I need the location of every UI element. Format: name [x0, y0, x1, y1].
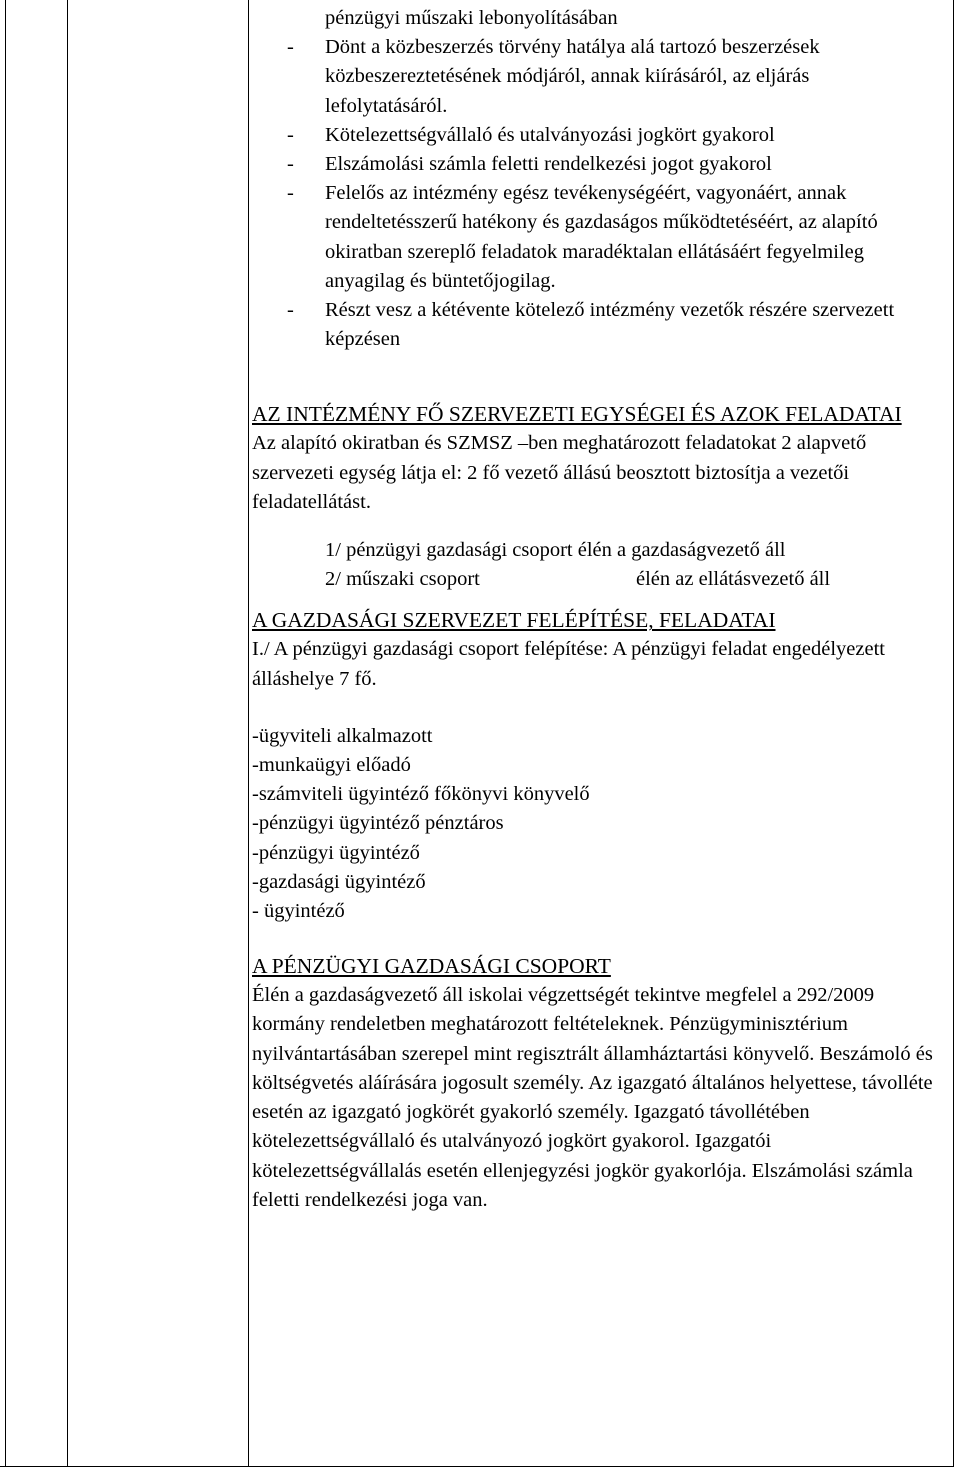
duty-text: Elszámolási számla feletti rendelkezési jogot gyakorol	[325, 153, 772, 176]
continuation-line: pénzügyi műszaki lebonyolításában	[325, 7, 618, 29]
section-heading-units: AZ INTÉZMÉNY FŐ SZERVEZETI EGYSÉGEI ÉS AZOK FELADATAI	[252, 402, 902, 427]
table-column-divider-2	[248, 0, 249, 1467]
list-item	[252, 121, 936, 150]
unit-leader: élén az ellátásvezető áll	[636, 568, 831, 591]
duty-text: Felelős az intézmény egész tevékenységéért, vagyonáért, annak rendeltetésszerű hatékony és gazdaságos működtetéséért, az alapító okiratban szereplő feladatok maradéktalan ellátásáért fegyelmileg anyagilag és büntetőjogilag.	[325, 182, 878, 292]
unit-line: 1/ pénzügyi gazdasági csoport élén a gazdaságvezető áll	[325, 539, 786, 562]
list-item: -gazdasági ügyintéző	[252, 870, 426, 893]
dash-marker: -	[287, 123, 294, 146]
list-item	[252, 179, 936, 296]
table-border-left	[5, 0, 6, 1467]
list-item: - ügyintéző	[252, 900, 345, 923]
dash-marker: -	[287, 153, 294, 176]
list-item: -pénzügyi ügyintéző pénztáros	[252, 812, 504, 835]
units-paragraph: Az alapító okiratban és SZMSZ –ben meghatározott feladatokat 2 alapvető szervezeti egység látja el: 2 fő vezető állású beosztott biztosítja a vezetői feladatellátást.	[252, 432, 867, 513]
dash-marker: -	[287, 299, 294, 322]
list-item: -munkaügyi előadó	[252, 754, 411, 777]
finance-group-paragraph: Élén a gazdaságvezető áll iskolai végzettségét tekintve megfelel a 292/2009 kormány rendeletben meghatározott feltételeknek. Pénzügyminisztérium nyilvántartásában szerepel mint regisztrált államháztartási könyvelő. Beszámoló és költségvetés aláírására jogosult személy. Az igazgató általános helyettese, távolléte esetén az igazgató jogkörét gyakorló személy. Igazgató távollétében kötelezettségvállaló és utalványozó jogkört gyakorol. Igazgatói kötelezettségvállalás esetén ellenjegyzési jogkör gyakorlója. Elszámolási számla feletti rendelkezési joga van.	[252, 984, 933, 1211]
section-heading-structure: A GAZDASÁGI SZERVEZET FELÉPÍTÉSE, FELADATAI	[252, 608, 776, 633]
dash-marker: -	[287, 182, 294, 205]
duty-text: Kötelezettségvállaló és utalványozási jogkört gyakorol	[325, 123, 775, 146]
document-content	[252, 4, 936, 1215]
list-item: -ügyviteli alkalmazott	[252, 724, 433, 747]
units-list	[252, 536, 936, 594]
duty-text: Részt vesz a kétévente kötelező intézmény vezetők részére szervezett képzésen	[325, 299, 895, 351]
table-column-divider-1	[67, 0, 68, 1467]
section-heading-finance-group: A PÉNZÜGYI GAZDASÁGI CSOPORT	[252, 954, 611, 979]
dash-marker: -	[287, 36, 294, 59]
list-item	[325, 565, 936, 594]
duty-text: Dönt a közbeszerzés törvény hatálya alá tartozó beszerzések közbeszereztetésének módjáról, annak kiírásáról, az eljárás lefolytatásáról.	[325, 36, 820, 117]
list-item: -pénzügyi ügyintéző	[252, 841, 420, 864]
structure-paragraph: I./ A pénzügyi gazdasági csoport felépítése: A pénzügyi feladat engedélyezett álláshelye 7 fő.	[252, 638, 885, 690]
list-item	[252, 33, 936, 121]
list-item	[252, 150, 936, 179]
duties-list	[252, 33, 936, 354]
unit-name: 2/ műszaki csoport	[325, 568, 480, 591]
table-border-bottom	[0, 1466, 954, 1467]
table-border-right	[953, 0, 954, 1467]
list-item	[252, 296, 936, 354]
list-item	[325, 536, 936, 565]
list-item: -számviteli ügyintéző főkönyvi könyvelő	[252, 783, 590, 806]
roles-list	[252, 722, 936, 926]
